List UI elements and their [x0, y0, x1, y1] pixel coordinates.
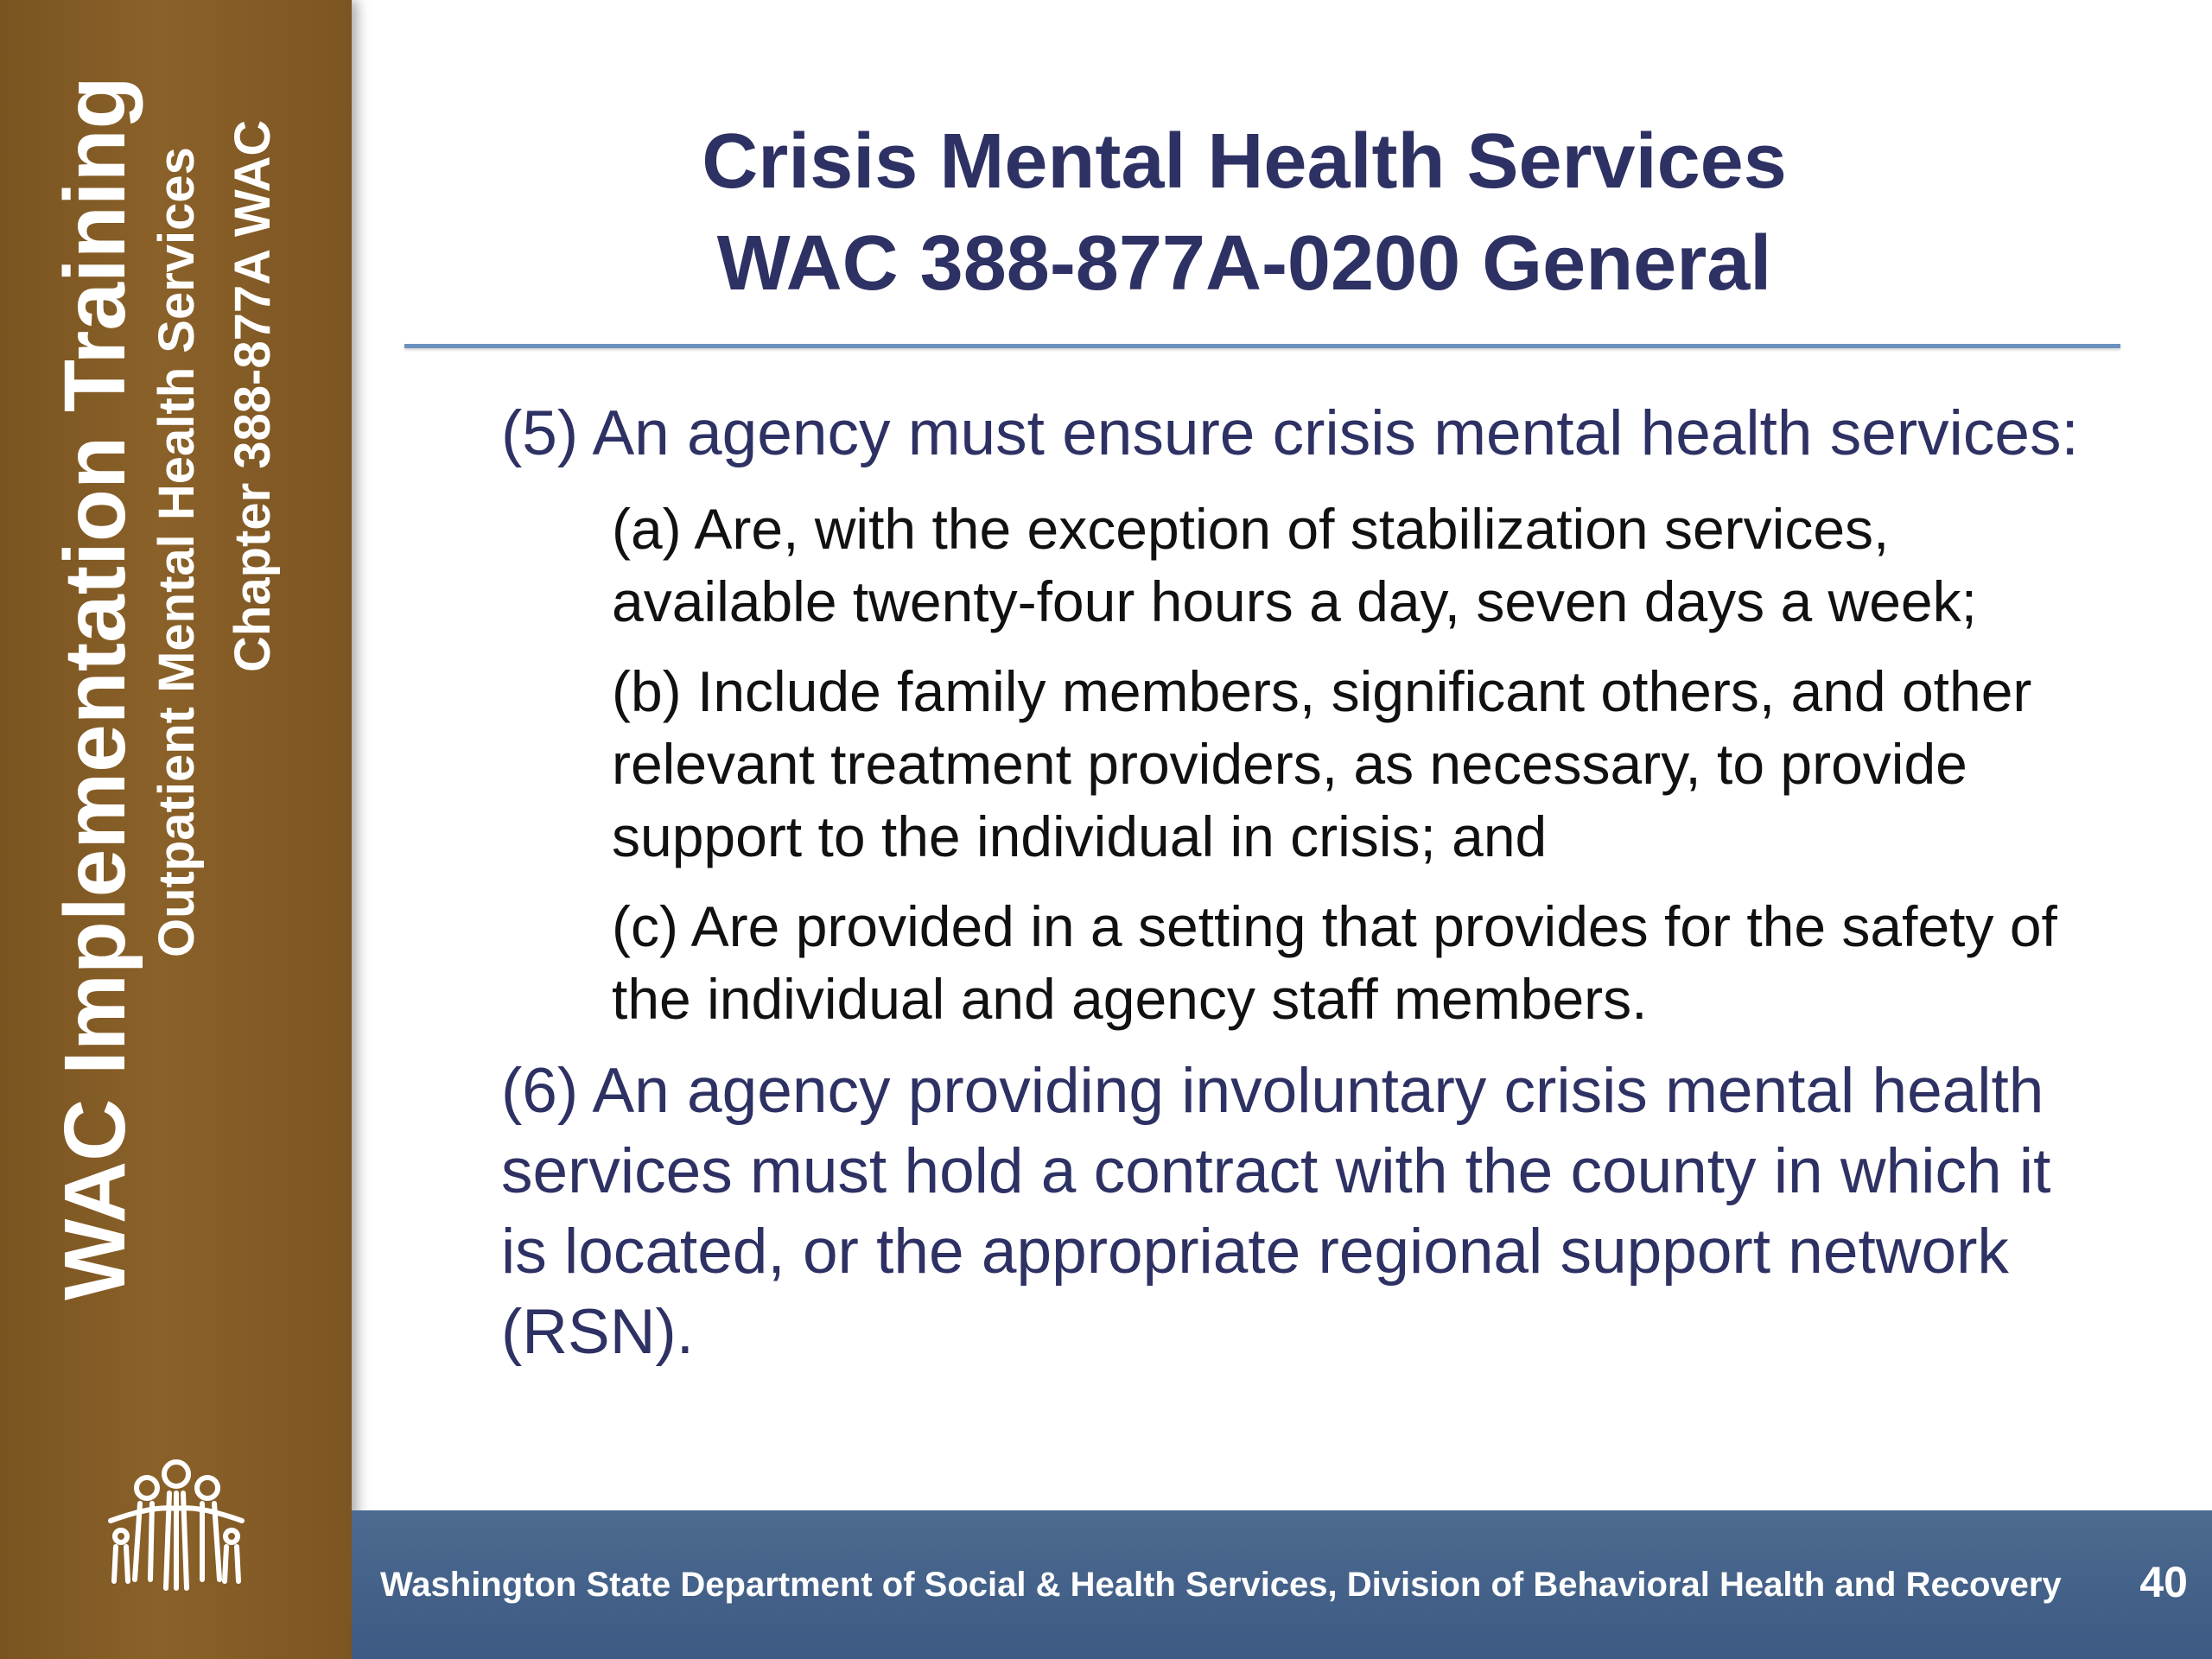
slide-title-line1: Crisis Mental Health Services [702, 118, 1787, 205]
sidebar [0, 0, 352, 1659]
sidebar-subtitle: Outpatient Mental Health Services [149, 147, 205, 957]
item-b: (b) Include family members, significant others, and other relevant treatment providers, as necessary, to provide support to the individual in crisis; and [612, 659, 2032, 868]
slide-title [406, 111, 2082, 315]
paragraph-6: (6) An agency providing involuntary crisis mental health services must hold a contract with the county in which it is located, or the appropriate regional support network (RSN). [501, 1056, 2051, 1367]
paragraph-5: (5) An agency must ensure crisis mental health services: [501, 398, 2079, 468]
footer-bar [352, 1510, 2212, 1659]
slide-title-line2: WAC 388-877A-0200 General [716, 220, 1772, 307]
item-c: (c) Are provided in a setting that provides for the safety of the individual and agency staff members. [612, 894, 2057, 1031]
title-divider [404, 344, 2120, 348]
slide-body [501, 393, 2100, 1372]
footer-text: Washington State Department of Social & Health Services, Division of Behavioral Health and Recovery [380, 1566, 2062, 1604]
sidebar-chapter: Chapter 388-877A WAC [225, 119, 281, 672]
page-number: 40 [2139, 1558, 2188, 1606]
dshs-people-logo-icon [102, 1452, 249, 1599]
sidebar-title: WAC Implementation Training [47, 76, 143, 1300]
item-a: (a) Are, with the exception of stabilization services, available twenty-four hours a day, seven days a week; [612, 497, 1977, 633]
